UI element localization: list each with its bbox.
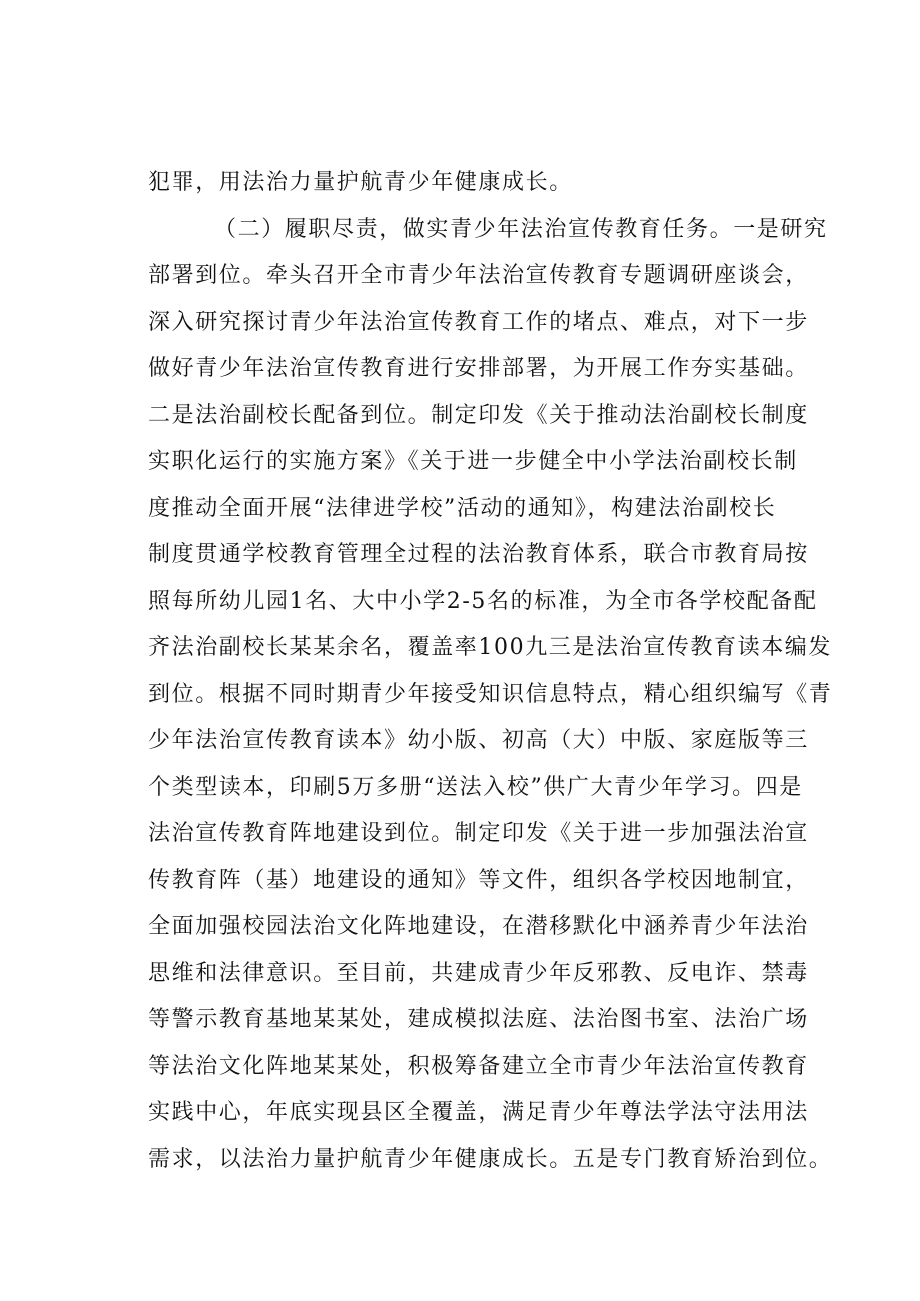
text-line: 等法治文化阵地某某处，积极筹备建立全市青少年法治宣传教育 — [148, 1053, 809, 1079]
text-line: 照每所幼儿园1名、大中小学2-5名的标准，为全市各学校配备配 — [148, 588, 818, 614]
text-line: 等警示教育基地某某处，建成模拟法庭、法治图书室、法治广场 — [148, 1007, 809, 1032]
text-line: 到位。根据不同时期青少年接受知识信息特点，精心组织编写《青 — [148, 681, 833, 707]
text-line: 思维和法律意识。至目前，共建成青少年反邪教、反电诈、禁毒 — [148, 960, 809, 986]
text-line: 制度贯通学校教育管理全过程的法治教育体系，联合市教育局按 — [148, 542, 809, 567]
text-line: 二是法治副校长配备到位。制定印发《关于推动法治副校长制度 — [148, 402, 809, 428]
text-line: 法治宣传教育阵地建设到位。制定印发《关于进一步加强法治宣 — [148, 821, 809, 846]
body-text — [148, 160, 833, 1183]
text-line: 齐法治副校长某某余名，覆盖率100九三是法治宣传教育读本编发 — [148, 635, 832, 660]
text-line: 做好青少年法治宣传教育进行安排部署，为开展工作夯实基础。 — [148, 356, 809, 381]
text-line: 深入研究探讨青少年法治宣传教育工作的堵点、难点，对下一步 — [148, 309, 809, 335]
text-line: 实践中心，年底实现县区全覆盖，满足青少年尊法学法守法用法 — [148, 1100, 809, 1125]
text-line: 度推动全面开展“法律进学校”活动的通知》，构建法治副校长 — [148, 495, 777, 521]
text-line: 实职化运行的实施方案》《关于进一步健全中小学法治副校长制 — [148, 449, 798, 474]
text-line: 个类型读本，印刷5万多册“送法入校”供广大青少年学习。四是 — [148, 774, 803, 800]
paragraph-start-line: （二）履职尽责，做实青少年法治宣传教育任务。一是研究 — [214, 216, 828, 242]
text-line: 部署到位。牵头召开全市青少年法治宣传教育专题调研座谈会， — [148, 263, 809, 288]
text-line: 传教育阵（基）地建设的通知》等文件，组织各学校因地制宜， — [148, 867, 809, 893]
text-line: 需求，以法治力量护航青少年健康成长。五是专门教育矫治到位。 — [148, 1146, 833, 1172]
text-line: 少年法治宣传教育读本》幼小版、初高（大）中版、家庭版等三 — [148, 728, 809, 753]
text-line: 犯罪，用法治力量护航青少年健康成长。 — [148, 170, 573, 195]
text-line: 全面加强校园法治文化阵地建设，在潜移默化中涵养青少年法治 — [148, 914, 809, 939]
